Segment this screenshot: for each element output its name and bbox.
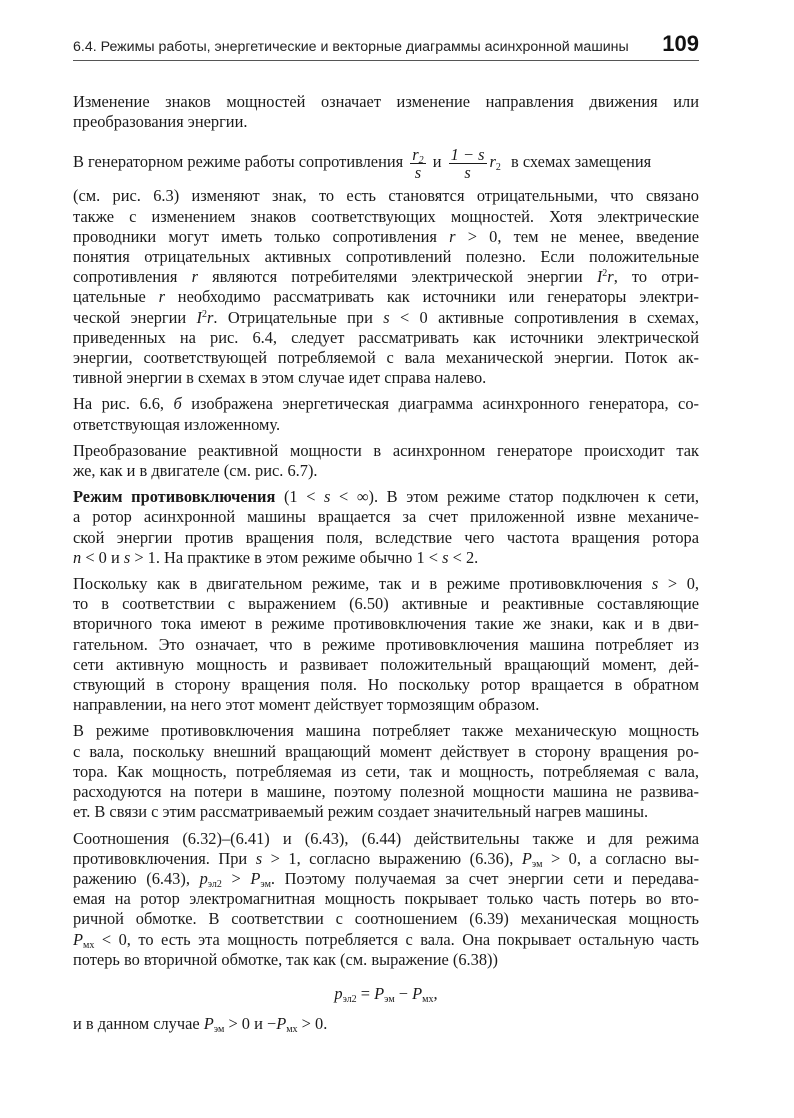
text: противовключения. При [73, 848, 248, 868]
text-line: ет. В связи с этим рассматриваемый режим создает значительный нагрев машины. [73, 802, 649, 822]
var: r [191, 267, 198, 287]
text: > 0 и − [228, 1014, 277, 1034]
text-line [73, 227, 699, 247]
superscript: 2 [202, 308, 207, 320]
var: s [383, 307, 390, 327]
text-line: же, как и в двигателе (см. рис. 6.7). [73, 461, 318, 481]
var: P [412, 983, 423, 1003]
page-header [73, 30, 699, 61]
page-number: 109 [662, 31, 699, 56]
var: P [276, 1014, 287, 1034]
text-line: Изменение знаков мощностей означает изменение направления движения или [73, 92, 699, 111]
var: s [255, 848, 263, 868]
var: r [449, 226, 456, 246]
text: (1 < [283, 487, 316, 507]
fraction-r2-over-s [410, 146, 425, 181]
var: P [250, 868, 261, 888]
paragraph-5 [73, 487, 699, 568]
var: r [489, 152, 496, 172]
paragraph-2 [73, 138, 699, 388]
text-line: то в соответствии с выражением (6.50) активные и реактивные составляющие [73, 594, 699, 614]
text-line: тора. Как мощность, потребляемая из сети, так и мощность, потребляемая с вала, [73, 761, 699, 781]
display-equation [73, 984, 699, 1004]
text-line [73, 869, 699, 889]
text-line: вторичного тока имеют в режиме противовключения такие же знаки, как и в дви- [73, 614, 699, 634]
var: r [207, 307, 214, 327]
text: < 2. [452, 547, 479, 567]
var: p [334, 983, 343, 1003]
text-line [73, 267, 699, 287]
text-line [73, 287, 699, 307]
text-line: гательном. Это означает, что в режиме противовключения машина потребляет из [73, 634, 699, 654]
var: P [73, 929, 84, 949]
text-line: потерь во вторичной обмотке, так как (см. выражение (6.38)) [73, 949, 498, 969]
text: в схемах замещения [511, 152, 652, 172]
text-line [73, 849, 699, 869]
text-line: сети активную мощность и развивает положительный вращающий момент, дей- [73, 654, 699, 674]
var: s [123, 547, 131, 567]
text: < 0 активные сопротивления в схемах, [399, 307, 699, 327]
text: > [231, 868, 241, 888]
text: . Отрицательные при [213, 307, 373, 327]
subscript: эм [213, 1024, 225, 1036]
paragraph-9 [73, 1014, 699, 1034]
var: r [158, 287, 165, 307]
text-line [73, 487, 699, 507]
subscript: мх [83, 939, 95, 951]
text-line: также с изменением знаков соответствующих мощностей. Хотя электрические [73, 206, 699, 226]
operator: − [394, 983, 413, 1003]
var: n [73, 547, 82, 567]
var: r [607, 267, 614, 287]
paragraph-8 [73, 829, 699, 970]
var: r [412, 145, 419, 165]
fraction-numerator [410, 145, 425, 167]
text-line: ричной обмотке. В соответствии с соотношением (6.39) механическая мощность [73, 909, 699, 929]
text-line: направлении, на него этот момент действует тормозящим образом. [73, 695, 540, 715]
text-line: ответствующая изложенному. [73, 414, 281, 434]
fraction-1-minus-s-over-s [449, 146, 487, 181]
text: , то отри- [613, 267, 699, 287]
subscript: эл2 [342, 993, 357, 1005]
var: P [374, 983, 385, 1003]
text: В генераторном режиме работы сопротивления [73, 152, 404, 172]
text: цательные [73, 287, 146, 307]
paragraph-7 [73, 721, 699, 822]
text-line: ствующий в сторону вращения поля. Но поскольку ротор вращается в обратном [73, 675, 699, 695]
text-line [73, 308, 699, 328]
text: > 1, согласно выражению (6.36), [270, 848, 514, 868]
var: s [442, 547, 449, 567]
subscript: 2 [418, 155, 424, 167]
text: ческой энергии [73, 307, 187, 327]
punctuation: , [433, 983, 438, 1003]
text: На рис. 6.6, [73, 394, 165, 414]
text-line: а ротор асинхронной машины вращается за счет приложенной извне механиче- [73, 507, 699, 527]
text: являются потребителями электрической энергии [212, 267, 583, 287]
text: > 1. На практике в этом режиме обычно 1 < [134, 547, 438, 567]
text-line [73, 548, 699, 568]
text-line: с вала, поскольку внешний вращающий момент действует в сторону вращения ро- [73, 741, 699, 761]
text: необходимо рассматривать как источники или генераторы электри- [177, 287, 699, 307]
text: и [432, 152, 442, 172]
text-line: (см. рис. 6.3) изменяют знак, то есть становятся отрицательными, что связано [73, 186, 699, 206]
var: б [173, 394, 182, 414]
fraction-numerator: 1 − s [450, 145, 485, 165]
text-line: В режиме противовключения машина потребляет также механическую мощность [73, 721, 699, 741]
paragraph-1 [73, 92, 699, 132]
var: P [203, 1014, 214, 1034]
text-line [73, 1014, 699, 1034]
subscript: эм [531, 858, 543, 870]
text-line: расходуются на потери в машине, поэтому полезной мощности машина не развива- [73, 782, 699, 802]
body-text [73, 92, 699, 1040]
subscript: мх [422, 993, 434, 1005]
paragraph-6 [73, 574, 699, 715]
text: и в данном случае [73, 1014, 200, 1034]
paragraph-4 [73, 441, 699, 481]
text-line: преобразования энергии. [73, 112, 248, 132]
text: > 0. [301, 1014, 328, 1034]
text-line: энергии, соответствующей потребляемой с вала механической энергии. Поток ак- [73, 348, 699, 368]
running-title: 6.4. Режимы работы, энергетические и векторные диаграммы асинхронной машины [73, 39, 629, 55]
text-line [73, 574, 699, 594]
text: > 0, тем не менее, введение [467, 226, 700, 246]
text: . Поэтому получаемая за счет энергии сети и передава- [270, 868, 699, 888]
subscript: эм [260, 878, 271, 890]
fraction-denominator: s [464, 163, 471, 183]
text-line [73, 930, 699, 950]
text-line: Соотношения (6.32)–(6.41) и (6.43), (6.44) действительны также и для режима [73, 828, 699, 848]
text-line [73, 394, 699, 414]
var: I [196, 307, 202, 327]
var: s [324, 487, 331, 507]
text: проводники могут иметь только сопротивления [73, 226, 437, 246]
var: p [199, 868, 208, 888]
text-line: приведенных на рис. 6.4, следует рассматривать как источники электрической [73, 327, 699, 347]
subscript: мх [286, 1024, 298, 1036]
text-line: емая на ротор электромагнитная мощность покрывает только часть потерь во вто- [73, 889, 699, 909]
fraction-denominator: s [414, 163, 422, 183]
text: < ∞). В этом режиме статор подключен к сети, [339, 487, 700, 507]
subscript: 2 [495, 162, 501, 174]
superscript: 2 [602, 268, 608, 280]
text-line: понятия отрицательных активных сопротивлений полезно. Если положительные [73, 247, 699, 267]
text: < 0 и [85, 547, 120, 567]
text-line: Преобразование реактивной мощности в асинхронном генераторе происходит так [73, 440, 699, 460]
text: Поскольку как в двигательном режиме, так и в режиме противовключения [73, 574, 643, 594]
text-line: тивной энергии в схемах в этом случае идет справа налево. [73, 368, 487, 388]
var: s [651, 574, 659, 594]
var: I [596, 267, 603, 287]
subscript: эл2 [207, 878, 222, 890]
text: < 0, то есть эта мощность потребляется с вала. Она покрывает остальную часть [101, 929, 699, 949]
var: P [521, 848, 532, 868]
subscript: эм [384, 993, 395, 1005]
paragraph-3 [73, 394, 699, 434]
text: изображена энергетическая диаграмма асинхронного генератора, со- [191, 394, 699, 414]
section-heading: Режим противовключения [73, 487, 276, 507]
text: > 0, [667, 574, 699, 594]
text: > 0, а согласно вы- [550, 848, 700, 868]
text-line-with-fractions [73, 138, 699, 186]
text-line: ской энергии против вращения поля, вследствие чего частота вращения ротора [73, 527, 699, 547]
text: ражению (6.43), [73, 868, 190, 888]
text: сопротивления [73, 267, 178, 287]
operator: = [356, 983, 375, 1003]
